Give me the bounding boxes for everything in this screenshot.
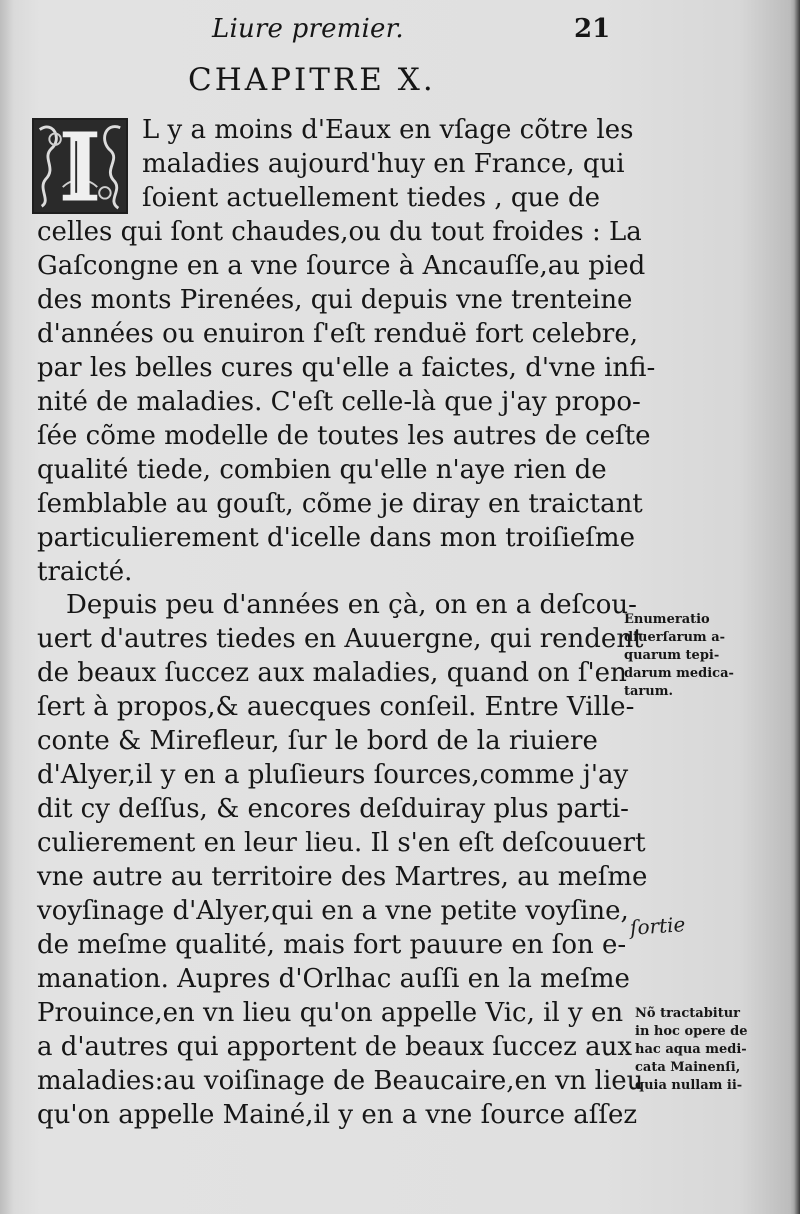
margin-note-line: darum medica- bbox=[624, 666, 734, 681]
text-line: maladies:au voiſinage de Beaucaire,en vn lieu bbox=[37, 1066, 644, 1096]
text-line: de beaux ſuccez aux maladies, quand on ſ'en bbox=[37, 658, 627, 688]
text-line: Prouince,en vn lieu qu'on appelle Vic, il y en bbox=[37, 998, 624, 1028]
margin-note-line: quarum tepi- bbox=[624, 648, 720, 663]
text-line: d'années ou enuiron ſ'eſt renduë fort celebre, bbox=[37, 319, 638, 349]
text-line: uert d'autres tiedes en Auuergne, qui rendent bbox=[37, 624, 644, 654]
text-line: conte & Mirefleur, ſur le bord de la riuiere bbox=[37, 726, 598, 756]
text-line: traicté. bbox=[37, 557, 133, 587]
text-line: d'Alyer,il y en a pluſieurs ſources,comme j'ay bbox=[37, 760, 629, 790]
text-line: vne autre au territoire des Martres, au meſme bbox=[37, 862, 648, 892]
text-line: dit cy deſſus, & encores deſduiray plus parti- bbox=[37, 794, 629, 824]
text-line: ſoient actuellement tiedes , que de bbox=[142, 183, 600, 213]
margin-note-line: tarum. bbox=[624, 684, 674, 699]
page-edge-shadow bbox=[794, 0, 800, 1214]
text-line: de meſme qualité, mais fort pauure en ſon e- bbox=[37, 930, 627, 960]
text-line: ſemblable au gouſt, cõme je diray en traictant bbox=[37, 489, 643, 519]
text-line: qu'on appelle Mainé,il y en a vne ſource aſſez bbox=[37, 1100, 638, 1130]
margin-note-line: quia nullam ii- bbox=[635, 1078, 743, 1093]
margin-note-line: Nõ tractabitur bbox=[635, 1006, 741, 1021]
margin-note-line: hac aqua medi- bbox=[635, 1042, 747, 1057]
text-line: voyſinage d'Alyer,qui en a vne petite voyſine, bbox=[37, 896, 629, 926]
decorated-initial-icon bbox=[32, 118, 128, 214]
margin-note-line: diuerſarum a- bbox=[624, 630, 726, 645]
text-line: par les belles cures qu'elle a faictes, d'vne infi- bbox=[37, 353, 656, 383]
text-line: L y a moins d'Eaux en vſage cõtre les bbox=[142, 115, 634, 145]
running-head: Liure premier. bbox=[212, 14, 404, 44]
text-line: ſée cõme modelle de toutes les autres de ceſte bbox=[37, 421, 651, 451]
text-line: maladies aujourd'huy en France, qui bbox=[142, 149, 625, 179]
page-number: 21 bbox=[574, 14, 611, 44]
text-line: Depuis peu d'années en çà, on en a deſcou- bbox=[66, 590, 637, 620]
text-line: celles qui ſont chaudes,ou du tout froides : La bbox=[37, 217, 642, 247]
text-line: culierement en leur lieu. Il s'en eſt deſcouuert bbox=[37, 828, 646, 858]
margin-note-line: Enumeratio bbox=[624, 612, 710, 627]
text-line: qualité tiede, combien qu'elle n'aye rien de bbox=[37, 455, 607, 485]
text-line: a d'autres qui apportent de beaux ſuccez aux bbox=[37, 1032, 633, 1062]
chapter-title: CHAPITRE X. bbox=[188, 62, 436, 98]
text-line: manation. Aupres d'Orlhac auſſi en la meſme bbox=[37, 964, 630, 994]
text-line: des monts Pirenées, qui depuis vne trenteine bbox=[37, 285, 633, 315]
handwritten-annotation: ſortie bbox=[629, 912, 687, 940]
text-line: ſert à propos,& auecques conſeil. Entre Ville- bbox=[37, 692, 635, 722]
margin-note-line: cata Mainenſi, bbox=[635, 1060, 741, 1075]
text-line: Gaſcongne en a vne ſource à Ancauſſe,au pied bbox=[37, 251, 646, 281]
text-line: nité de maladies. C'eſt celle-là que j'ay propo- bbox=[37, 387, 641, 417]
margin-note-line: in hoc opere de bbox=[635, 1024, 748, 1039]
text-line: particulierement d'icelle dans mon troiſieſme bbox=[37, 523, 635, 553]
